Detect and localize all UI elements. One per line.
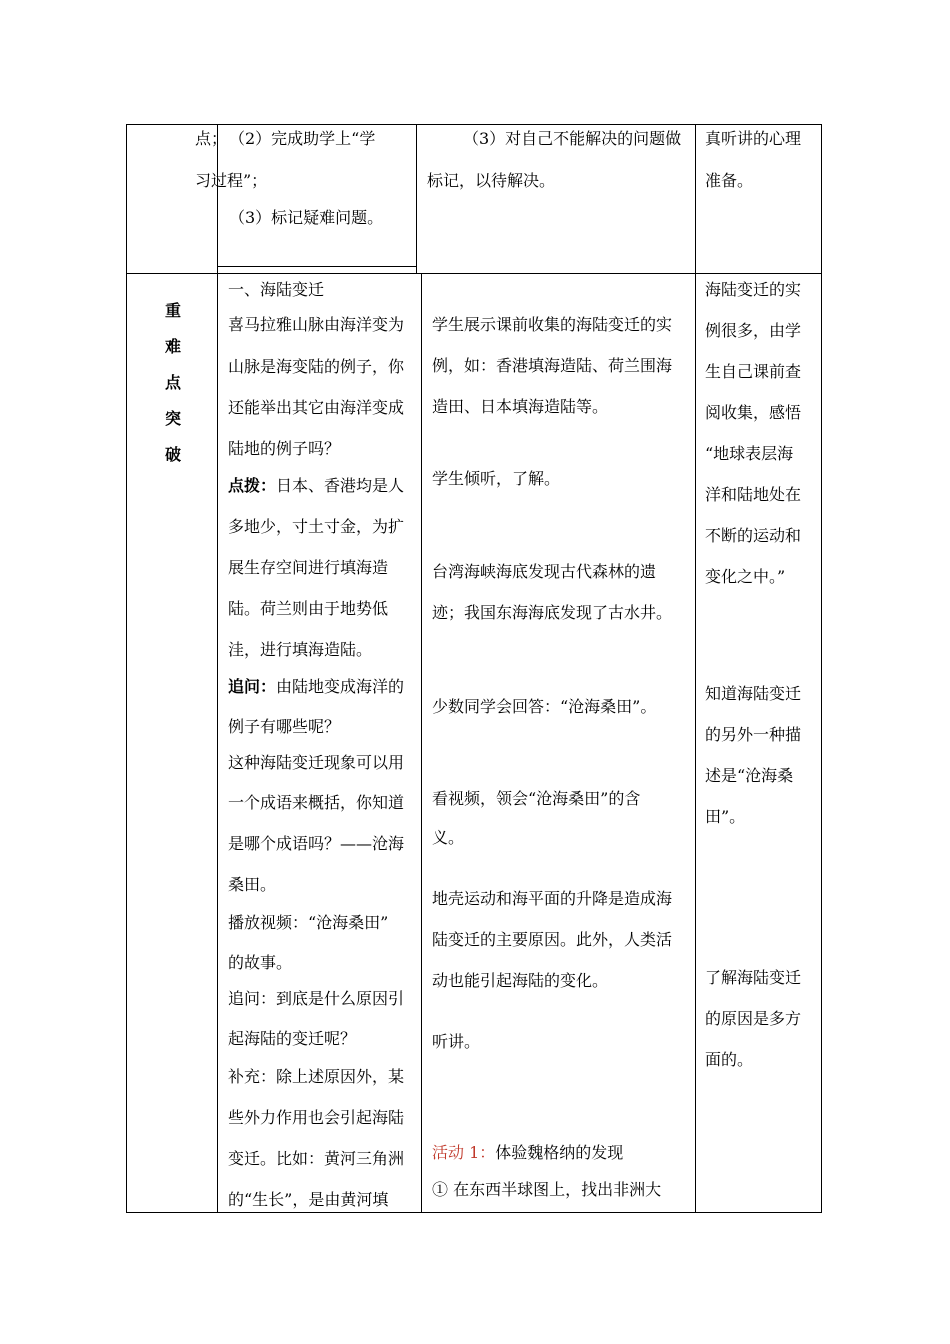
student-text-line: 地壳运动和海平面的升降是造成海 [432, 889, 673, 908]
teacher-text-line: 一个成语来概括，你知道 [228, 793, 405, 812]
intent-text-line: 海陆变迁的实 [705, 280, 802, 299]
top-col3-line-2: 标记，以待解决。 [427, 171, 556, 190]
col-divider-3 [695, 124, 696, 1213]
teacher-text-line: 喜马拉雅山脉由海洋变为 [228, 315, 405, 334]
student-text-line: 学生展示课前收集的海陆变迁的实 [432, 315, 673, 334]
teacher-text-line: 的故事。 [228, 953, 293, 972]
teacher-text-line: 桑田。 [228, 875, 277, 894]
teacher-text-line: 例子有哪些呢？ [228, 717, 341, 736]
table-right-border [821, 124, 822, 1213]
activity-step: ① 在东西半球图上，找出非洲大 [432, 1180, 662, 1199]
teacher-text-line: 变迁。比如：黄河三角洲 [228, 1149, 405, 1168]
student-text-line: 例，如：香港填海造陆、荷兰围海 [432, 356, 673, 375]
section-title-char: 点 [164, 373, 181, 392]
intent-text-line: 知道海陆变迁 [705, 684, 802, 703]
teacher-text-line: 展生存空间进行填海造 [228, 558, 389, 577]
teacher-heading: 一、海陆变迁 [228, 280, 325, 299]
teacher-text-line: 些外力作用也会引起海陆 [228, 1108, 405, 1127]
teacher-text-line: 起海陆的变迁呢？ [228, 1029, 357, 1048]
teacher-text-line: 的“生长”，是由黄河填 [228, 1190, 389, 1209]
intent-text-line: 洋和陆地处在 [705, 485, 802, 504]
top-col2-line-2: 习过程”； [195, 171, 268, 190]
student-text-line: 台湾海峡海底发现古代森林的遗 [432, 562, 657, 581]
section-title-char: 突 [164, 409, 181, 428]
teacher-text-line: 多地少，寸土寸金，为扩 [228, 517, 405, 536]
hint-line-1 [228, 475, 404, 496]
intent-text-line: 生自己课前查 [705, 362, 802, 381]
table-top-border [126, 124, 822, 125]
student-text-line: 少数同学会回答：“沧海桑田”。 [432, 697, 657, 716]
top-col2-line-1: （2）完成助学上“学 [229, 129, 376, 148]
teacher-text-line: 陆。荷兰则由于地势低 [228, 599, 389, 618]
student-text-line: 陆变迁的主要原因。此外，人类活 [432, 930, 673, 949]
table-bottom-border [126, 1212, 822, 1213]
student-text-line: 迹；我国东海海底发现了古水井。 [432, 603, 673, 622]
activity-title: 体验魏格纳的发现 [495, 1143, 624, 1162]
student-text-line: 义。 [432, 828, 465, 847]
hint-label: 点拨： [228, 476, 277, 495]
col-divider-2-top [416, 124, 417, 273]
intent-text-line: 例很多，由学 [705, 321, 802, 340]
teacher-text-line: 追问：到底是什么原因引 [228, 989, 405, 1008]
teacher-text-line: 播放视频：“沧海桑田” [228, 913, 389, 932]
intent-text-line: “地球表层海 [705, 444, 794, 463]
teacher-text-line: 是哪个成语吗？——沧海 [228, 834, 405, 853]
hint-text: 日本、香港均是人 [276, 476, 405, 495]
top-fragment-text: 点； [195, 129, 228, 148]
student-text-line: 听讲。 [432, 1032, 481, 1051]
activity-title-line [432, 1142, 623, 1163]
intent-text-line: 阅收集，感悟 [705, 403, 802, 422]
student-text-line: 看视频，领会“沧海桑田”的含 [432, 789, 641, 808]
intent-text-line: 的另外一种描 [705, 725, 802, 744]
teacher-text-line: 还能举出其它由海洋变成 [228, 398, 405, 417]
row-divider [126, 273, 822, 274]
intent-text-line: 的原因是多方 [705, 1009, 802, 1028]
col-divider-1 [217, 124, 218, 1213]
intent-text-line: 面的。 [705, 1050, 754, 1069]
teacher-text-line: 陆地的例子吗？ [228, 439, 341, 458]
ask-label: 追问： [228, 677, 277, 696]
intent-text-line: 变化之中。” [705, 567, 786, 586]
section-title-char: 难 [164, 337, 181, 356]
section-title-char: 破 [164, 445, 181, 464]
teacher-text-line: 这种海陆变迁现象可以用 [228, 753, 405, 772]
activity-label: 活动 1： [432, 1143, 496, 1162]
col-divider-2-bottom [421, 273, 422, 1213]
top-col4-line-1: 真听讲的心理 [705, 129, 802, 148]
top-col4-line-2: 准备。 [705, 171, 754, 190]
intent-text-line: 不断的运动和 [705, 526, 802, 545]
section-title-char: 重 [164, 301, 181, 320]
intent-text-line: 了解海陆变迁 [705, 968, 802, 987]
student-text-line: 造田、日本填海造陆等。 [432, 397, 609, 416]
teacher-text-line: 山脉是海变陆的例子，你 [228, 357, 405, 376]
ask-line-1 [228, 676, 404, 697]
teacher-text-line: 补充：除上述原因外，某 [228, 1067, 405, 1086]
teacher-text-line: 洼，进行填海造陆。 [228, 640, 373, 659]
top-col3-line-1: （3）对自己不能解决的问题做 [463, 129, 682, 148]
inner-cell-bottom [217, 266, 416, 267]
student-text-line: 动也能引起海陆的变化。 [432, 971, 609, 990]
ask-text: 由陆地变成海洋的 [276, 677, 405, 696]
table-left-border [126, 124, 127, 1213]
intent-text-line: 述是“沧海桑 [705, 766, 794, 785]
top-col2-line-3: （3）标记疑难问题。 [229, 208, 384, 227]
intent-text-line: 田”。 [705, 807, 746, 826]
student-text-line: 学生倾听，了解。 [432, 469, 561, 488]
